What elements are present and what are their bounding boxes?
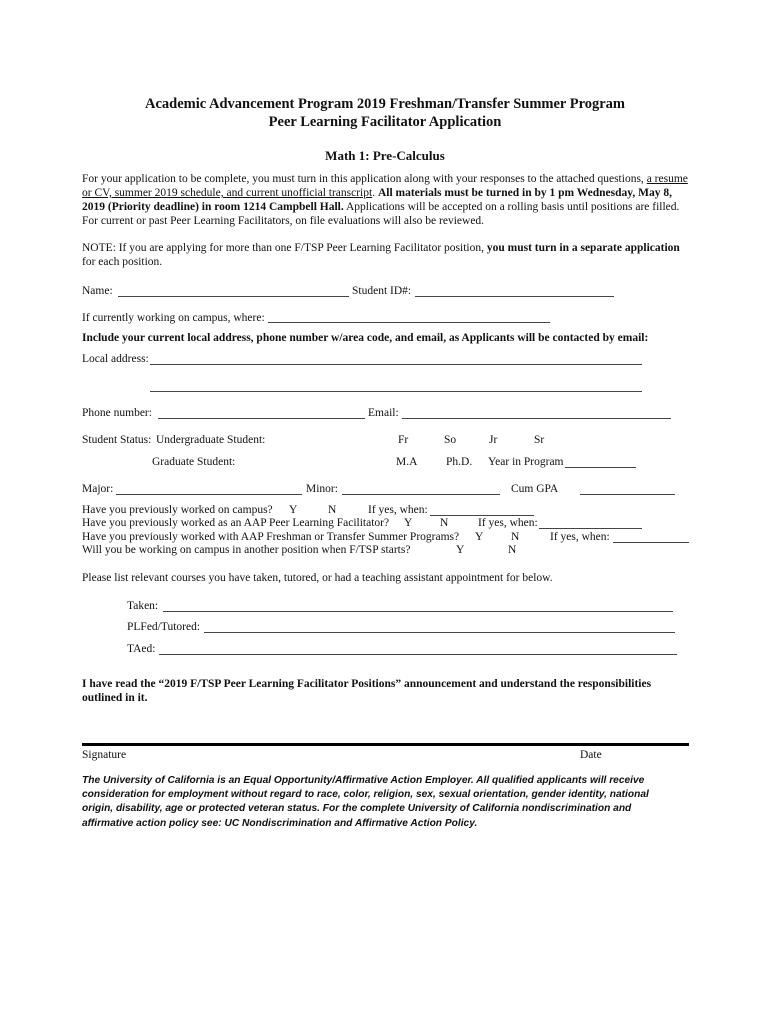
eeo-statement: The University of California is an Equal Opportunity/Affirmative Action Employer. All qualified applicants will receive consideration for employment without regard to race, color, religion, sex, sexual orientation, gender identity, national origin, disability, age or protected veteran status. For the complete University of California nondiscrimination and affirmative action policy see: UC Nondiscrimination and Affirmative Action Policy. [82,775,649,829]
email-field[interactable] [402,418,671,419]
grad-label: Graduate Student: [152,456,236,468]
local-address-label: Local address: [82,353,149,365]
working-where-field[interactable] [268,322,550,323]
taed-field[interactable] [159,654,677,655]
phone-field[interactable] [158,418,365,419]
required-materials: a resume or CV, summer 2019 schedule, and current unofficial transcript [82,173,688,199]
intro-text-b: . [372,187,378,199]
question-worked-ftsp: Have you previously worked with AAP Freshman or Transfer Summer Programs? [82,531,460,543]
option-so[interactable]: So [444,434,457,446]
minor-label: Minor: [306,483,338,495]
local-address-field-2[interactable] [150,391,642,392]
name-field[interactable] [118,296,349,297]
plfed-label: PLFed/Tutored: [127,621,201,633]
intro-paragraph [82,172,688,228]
undergrad-label: Undergraduate Student: [156,434,266,446]
q4-no[interactable]: N [508,544,517,556]
deadline-text: All materials must be turned in by 1 pm Wednesday, May 8, 2019 (Priority deadline) in room 1214 Campbell Hall. [82,187,672,213]
option-jr[interactable]: Jr [489,434,498,446]
plfed-field[interactable] [204,632,675,633]
q2-yes[interactable]: Y [404,517,413,529]
year-in-program-label: Year in Program [488,456,564,468]
q3-if-yes-label: If yes, when: [550,531,610,543]
q1-yes[interactable]: Y [289,504,298,516]
student-id-field[interactable] [415,296,614,297]
form-title: Academic Advancement Program 2019 Freshman/Transfer Summer Program [144,96,626,112]
option-fr[interactable]: Fr [398,434,409,446]
option-ma[interactable]: M.A [396,456,418,468]
working-where-label: If currently working on campus, where: [82,312,265,324]
q1-if-yes-label: If yes, when: [368,504,428,516]
option-phd[interactable]: Ph.D. [446,456,473,468]
intro-text-c: Applications will be accepted on a rolling basis until positions are filled. For current or past Peer Learning Facilitators, on file evaluations will also be reviewed. [82,201,680,227]
signature-label: Signature [82,749,127,761]
major-field[interactable] [116,494,302,495]
note-paragraph [82,241,688,269]
q3-when-field[interactable] [613,542,689,543]
question-working-during: Will you be working on campus in another position when F/TSP starts? [82,544,411,556]
course-heading: Math 1: Pre-Calculus [325,148,445,163]
intro-text-a: For your application to be complete, you must turn in this application along with your responses to the attached questions, [82,173,647,185]
q2-when-field[interactable] [539,528,642,529]
note-bold: you must turn in a separate application [486,242,680,254]
student-id-label: Student ID#: [352,285,412,297]
signature-line[interactable] [82,743,689,746]
courses-prompt: Please list relevant courses you have taken, tutored, or had a teaching assistant appointment for below. [82,572,553,584]
q4-yes[interactable]: Y [456,544,465,556]
form-subtitle: Peer Learning Facilitator Application [268,114,502,130]
contact-instructions: Include your current local address, phone number w/area code, and email, as Applicants will be contacted by email: [82,332,649,344]
name-label: Name: [82,285,113,297]
email-label: Email: [368,407,399,419]
cum-gpa-label: Cum GPA [511,483,559,495]
taken-label: Taken: [127,600,159,612]
question-worked-campus: Have you previously worked on campus? [82,504,273,516]
option-sr[interactable]: Sr [534,434,545,446]
taed-label: TAed: [127,643,156,655]
q2-no[interactable]: N [440,517,449,529]
year-in-program-field[interactable] [565,467,636,468]
major-label: Major: [82,483,114,495]
acknowledgement-text: I have read the “2019 F/TSP Peer Learning Facilitator Positions” announcement and understand the responsibilities outlined in it. [82,678,652,704]
question-worked-plf: Have you previously worked as an AAP Peer Learning Facilitator? [82,517,390,529]
note-text-b: for each position. [82,256,163,268]
date-label: Date [580,749,602,761]
note-text-a: NOTE: If you are applying for more than one F/TSP Peer Learning Facilitator position, [82,242,487,254]
q2-if-yes-label: If yes, when: [478,517,538,529]
q3-yes[interactable]: Y [475,531,484,543]
q3-no[interactable]: N [511,531,520,543]
cum-gpa-field[interactable] [580,494,675,495]
phone-label: Phone number: [82,407,152,419]
local-address-field-1[interactable] [150,364,642,365]
taken-field[interactable] [163,611,673,612]
minor-field[interactable] [342,494,500,495]
student-status-label: Student Status: [82,434,152,446]
q1-no[interactable]: N [328,504,337,516]
